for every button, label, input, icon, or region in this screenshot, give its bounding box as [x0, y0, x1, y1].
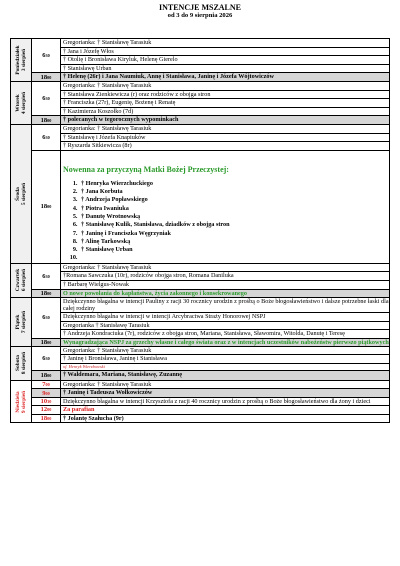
novena-item: 5. † Danutę Wrotnowską [79, 213, 389, 221]
day-name: Środa [15, 186, 21, 201]
intention: † Janinę i Bronisława, Janinę i Stanisława [61, 354, 389, 363]
intention: † Stanisławę Urban [61, 64, 389, 73]
intention: Dziękczynno błagalna w intencji w intencji Arcybractwa Straży Honorowej NSPJ [61, 312, 389, 321]
intention: † polecanych w tegorocznych wypominkach [63, 116, 179, 124]
novena-item: 1. † Henryka Wierzchuckiego [79, 180, 389, 188]
novena-title: Nowenna za przyczyną Matki Bożej Przeczystej: [63, 164, 229, 174]
intention: † Barbarę Wielgus-Nowak [61, 280, 389, 289]
intention: Gregorianka: † Stanisławę Tarasiuk [63, 263, 152, 271]
day-name: Wtorek [15, 94, 21, 112]
intention: † Janinę i Tadeusza Wołkowiczów [63, 389, 153, 397]
intention: Za parafian [63, 406, 95, 414]
mass-time: 18 00 [32, 371, 61, 380]
novena-item: 4. † Piotra Iwaniuka [79, 205, 389, 213]
novena-item: 8. † Alinę Tarkowską [79, 238, 389, 246]
mass-time: 18 00 [32, 415, 61, 423]
day-saturday [11, 346, 389, 380]
mass-time: 6 30 [32, 298, 61, 337]
mass-slot [32, 347, 389, 370]
day-name: Czwartek [15, 269, 21, 292]
intention: † Andrzeja Kondraciuka (7r), rodziców z obojga stron, Mariana, Stanisława, Sławomira, Witolda, Danutę i Teresę [61, 329, 389, 337]
mass-time: 18 00 [32, 73, 61, 81]
day-date: 9 sierpień [21, 390, 27, 413]
intention: Gregorianka: † Stanisławę Tarasiuk [63, 346, 152, 354]
mass-slot [32, 298, 389, 337]
novena-block [61, 151, 389, 263]
novena-list [61, 180, 389, 263]
mass-time: 7 00 [32, 381, 61, 389]
intention: † Jolantę Szałucha (9r) [63, 414, 124, 422]
mass-slot [32, 150, 389, 263]
intention: † Waldemara, Mariana, Stanisławę, Zuzannę [63, 370, 182, 378]
day-date: 7 sierpień [21, 310, 27, 334]
novena-item: 7. † Janinę i Franciszka Węgrzyniak [79, 230, 389, 238]
day-label [11, 39, 32, 81]
mass-slot [32, 289, 389, 298]
intention: Gregorianka: † Stanisławę Tarasiuk [63, 39, 152, 46]
novena-item [79, 254, 389, 262]
day-date: 8 sierpień [21, 352, 27, 375]
intention: † Otolię i Bronisława Kiryluk, Helenę Gierelo [61, 55, 389, 64]
day-wednesday [11, 124, 389, 263]
intention-note: of. Henryk Wierzbowski [61, 363, 389, 370]
mass-slot [32, 115, 389, 124]
intention: † Jana i Józefę Włos [61, 47, 389, 56]
mass-time: 9 00 [32, 389, 61, 397]
intention: † Helenę (26r) i Jana Naumiuk, Annę i Stanisława, Janinę i Józefa Wójtowiczów [63, 73, 274, 81]
mass-slot [32, 39, 389, 72]
mass-time: 10 30 [32, 398, 61, 405]
mass-time: 18 00 [32, 339, 61, 346]
mass-slot [32, 405, 389, 414]
intention: † Stanisława Zienkiewicza (r) oraz rodziców z obojga stron [61, 90, 389, 99]
day-date: 6 sierpień [21, 269, 27, 292]
mass-slot [32, 72, 389, 81]
day-date: 3 sierpień [21, 48, 27, 72]
intention: Gregorianka: † Stanisławę Tarasiuk [63, 81, 152, 89]
mass-slot [32, 264, 389, 289]
day-label [11, 298, 32, 346]
page-title: INTENCJE MSZALNE [158, 3, 241, 12]
intention: † Stanisławę i Józefa Knapiuków [61, 133, 389, 142]
day-thursday [11, 263, 389, 297]
day-sunday [11, 380, 389, 422]
intention: Dziękczynno błagalna w intencji Pauliny z racji 30 rocznicy urodzin z prośbą o Boże błogosławieństwo i dalsze potrzebne łaski dla całej rodziny [63, 298, 389, 313]
mass-time: 12 00 [32, 406, 61, 414]
day-date: 4 sierpień [21, 91, 27, 115]
day-label [11, 264, 32, 297]
page-dates: od 3 do 9 sierpnia 2026 [167, 12, 233, 19]
mass-slot [32, 82, 389, 115]
day-name: Niedziela [15, 390, 21, 413]
page-header [0, 3, 400, 20]
novena-item: 3. † Andrzeja Popławskiego [79, 196, 389, 204]
day-tuesday [11, 81, 389, 124]
mass-slot [32, 397, 389, 405]
day-date: 5 sierpień [21, 182, 27, 205]
intention: Wynagradzająca NSPJ za grzechy własne i całego świata oraz z w intencjach uczestników nabożeństw pierwszo piątkowych [63, 338, 389, 346]
intention: † Franciszka (27r), Eugenię, Bożenę i Renatę [61, 98, 389, 107]
intention: O nowe powołania do kapłaństwa, życia zakonnego i konsekrowanego [63, 289, 247, 297]
day-label [11, 82, 32, 124]
intentions-table [10, 38, 390, 423]
intention: Gregorianka: † Stanisławę Tarasiuk [63, 380, 152, 388]
mass-slot [32, 414, 389, 423]
day-label [11, 381, 32, 422]
mass-slot [32, 125, 389, 150]
novena-item: 6. † Stanisławę Kulik, Stanisława, dziadków z obojga stron [79, 221, 389, 229]
day-monday [11, 39, 389, 81]
mass-time: 18 00 [32, 116, 61, 124]
mass-slot [32, 338, 389, 346]
intention: Gregorianka: † Stanisławę Tarasiuk [63, 124, 152, 132]
intention: Dziękczynno błagalna w intencji Krzysztofa z racji 40 rocznicy urodzin z prośbą o Boże błogosławieństwo dla żony i dzieci [63, 398, 371, 406]
intention: † Kazimierza Koszołko (7d) [61, 107, 389, 116]
intention: Gregorianka † Stanisławę Tarasiuk [61, 321, 389, 330]
day-label [11, 125, 32, 263]
mass-time: 6 30 [32, 125, 61, 150]
mass-slot [32, 388, 389, 397]
mass-slot [32, 381, 389, 389]
day-name: Sobota [15, 355, 21, 372]
day-friday [11, 297, 389, 346]
novena-item: 9. † Stanisławę Urban [79, 246, 389, 254]
mass-time: 6 30 [32, 264, 61, 289]
intention: †Romana Sawczuka (10r), rodziców obojga stron, Romana Daniluka [61, 271, 389, 280]
mass-time: 6 30 [32, 39, 61, 72]
novena-item: 2. † Jana Korbuta [79, 188, 389, 196]
day-label [11, 347, 32, 380]
day-name: Poniedziałek [15, 45, 21, 75]
mass-time: 6 30 [32, 347, 61, 370]
day-name: Piątek [15, 314, 21, 330]
mass-time: 6 30 [32, 82, 61, 115]
mass-slot [32, 370, 389, 380]
mass-time: 18 00 [32, 151, 61, 263]
intention: † Ryszarda Sitkiewicza (8r) [61, 141, 389, 150]
mass-time: 18 00 [32, 290, 61, 298]
